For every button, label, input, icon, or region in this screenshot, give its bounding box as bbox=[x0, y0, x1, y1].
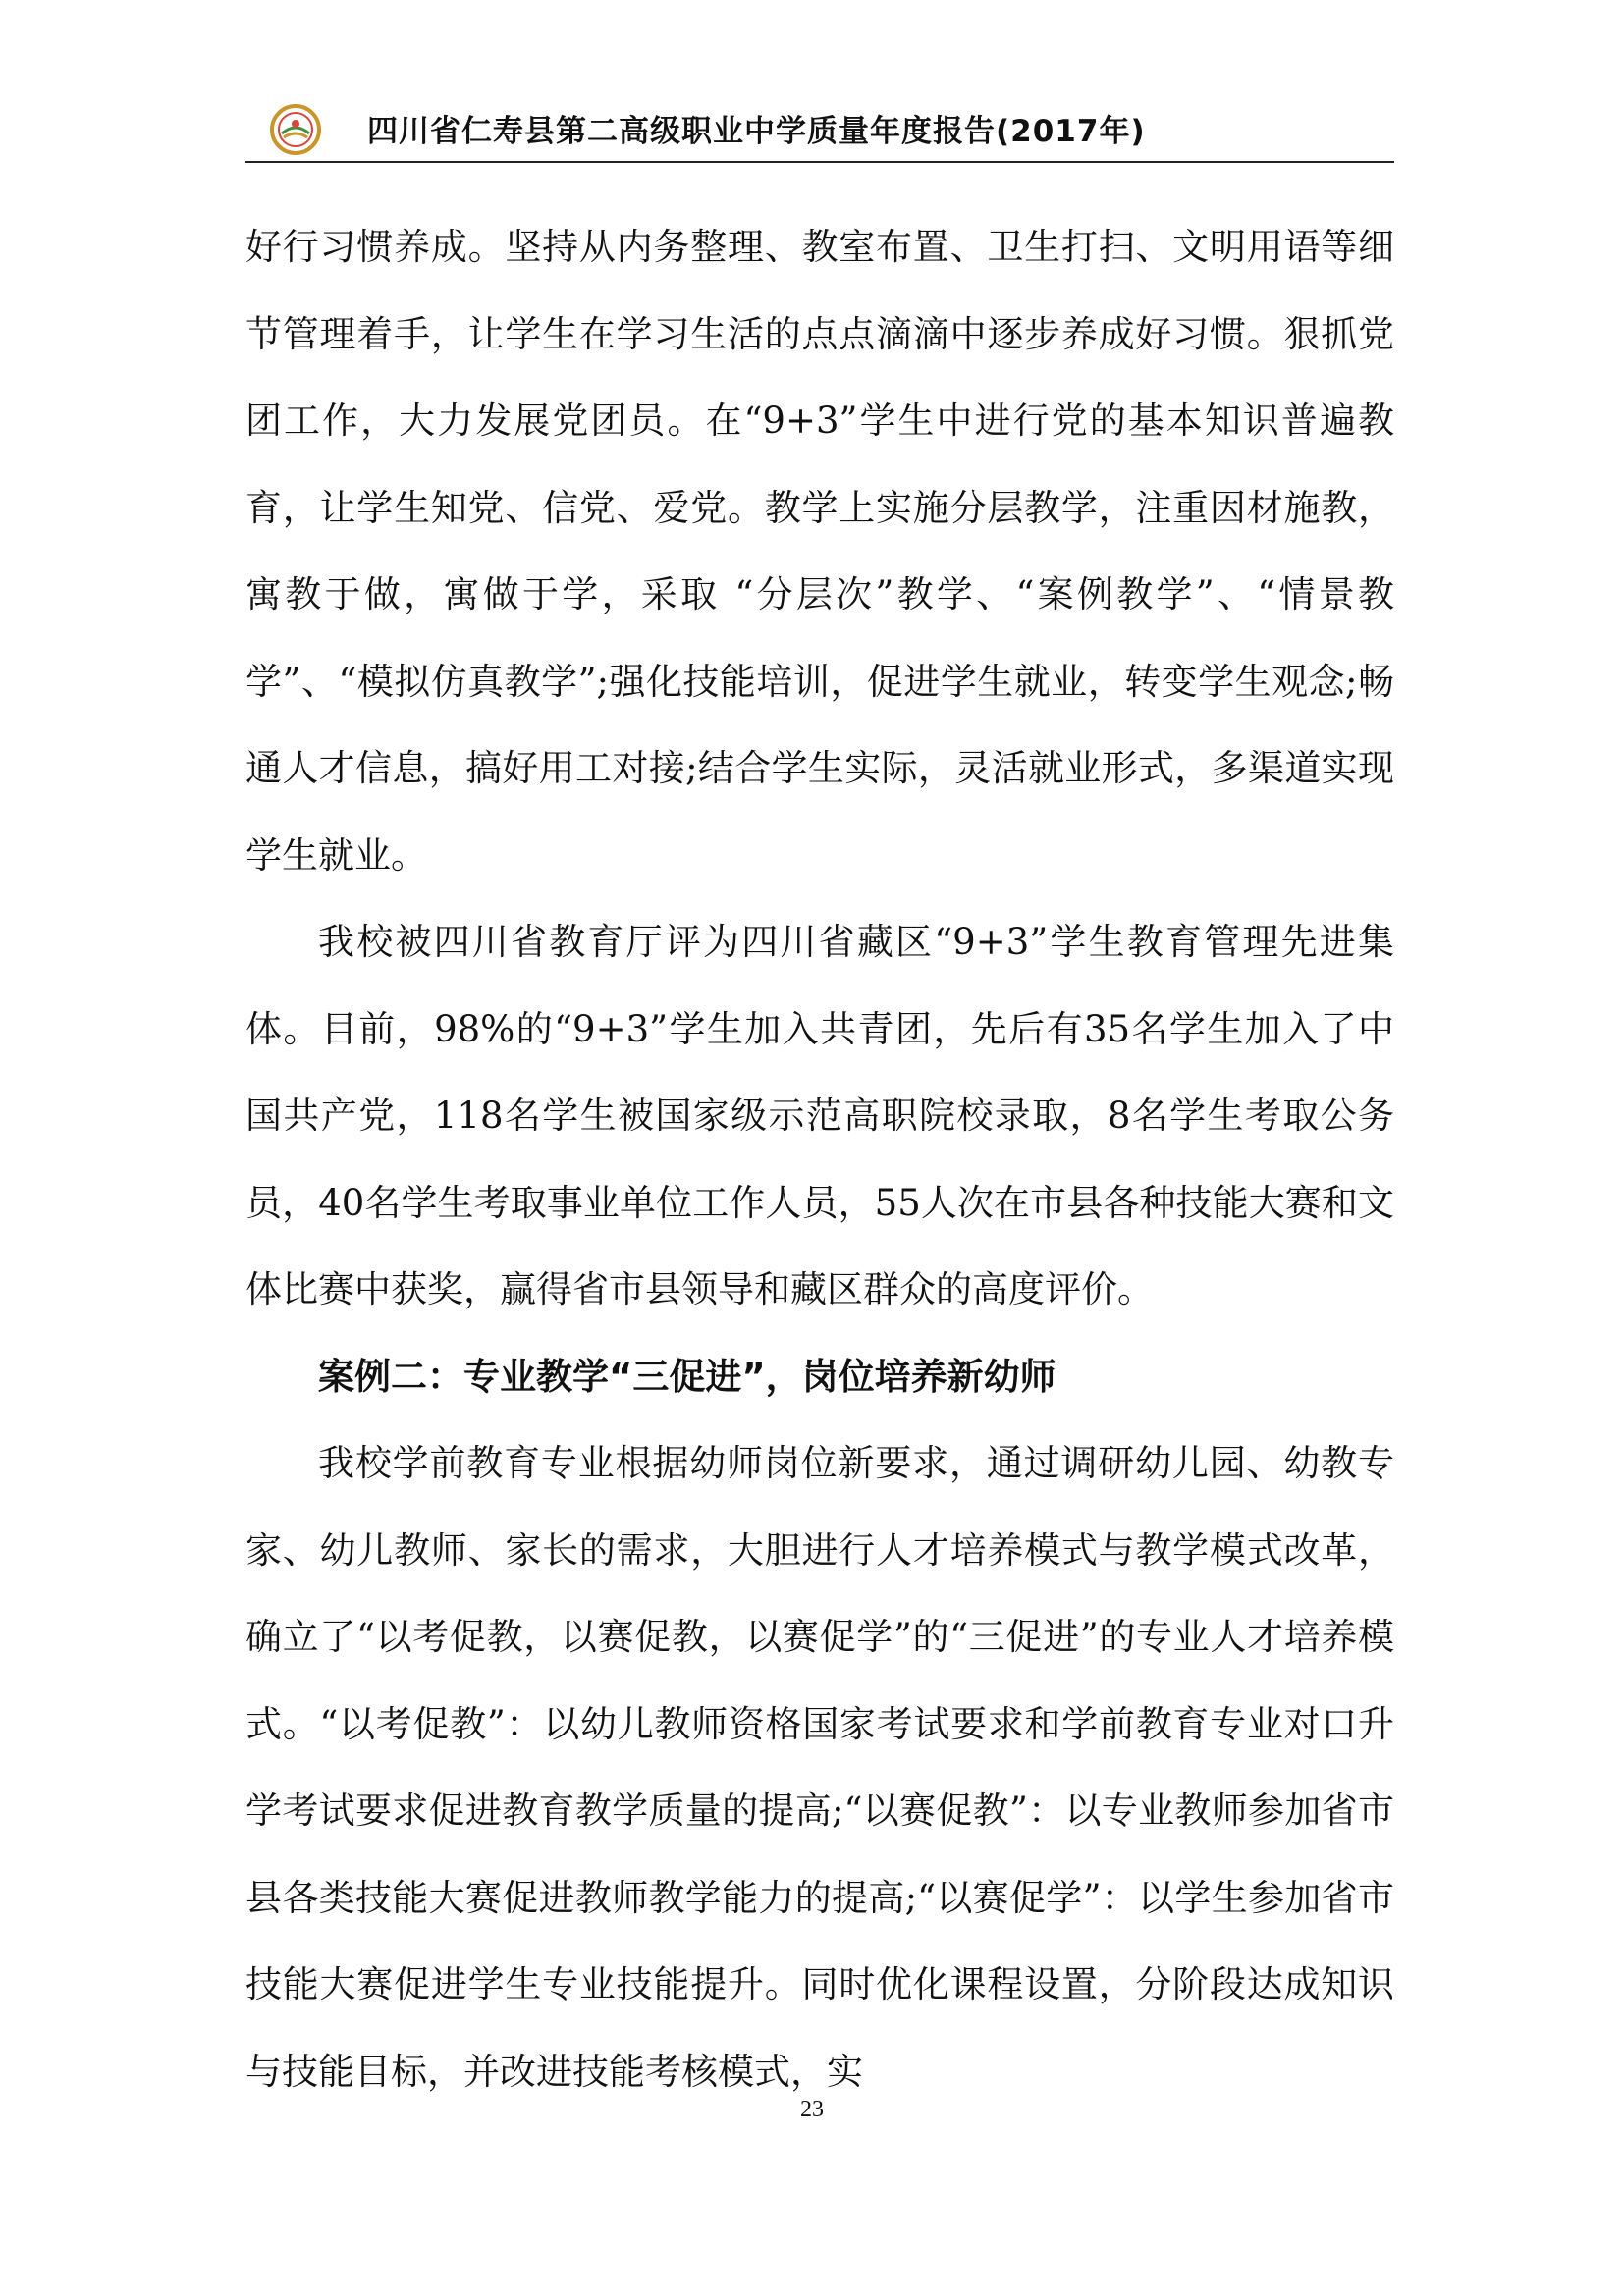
school-emblem-icon bbox=[270, 104, 321, 155]
paragraph-habits-employment: 好行习惯养成。坚持从内务整理、教室布置、卫生打扫、文明用语等细节管理着手，让学生在学习生活的点点滴滴中逐步养成好习惯。狠抓党团工作，大力发展党团员。在“9+3”学生中进行党的基本知识普遍教育，让学生知党、信党、爱党。教学上实施分层教学，注重因材施教，寓教于做，寓做于学，采取 “分层次”教学、“案例教学”、“情景教学”、“模拟仿真教学”;强化技能培训，促进学生就业，转变学生观念;畅通人才信息，搞好用工对接;结合学生实际，灵活就业形式，多渠道实现学生就业。 bbox=[245, 226, 1394, 877]
page-header bbox=[245, 98, 1394, 161]
paragraph-preschool-education: 我校学前教育专业根据幼师岗位新要求，通过调研幼儿园、幼教专家、幼儿教师、家长的需求，大胆进行人才培养模式与教学模式改革，确立了“以考促教，以赛促教，以赛促学”的“三促进”的专业人才培养模式。“以考促教”：以幼儿教师资格国家考试要求和学前教育专业对口升学考试要求促进教育教学质量的提高;“以赛促教”：以专业教师参加省市县各类技能大赛促进教师教学能力的提高;“以赛促学”：以学生参加省市技能大赛促进学生专业技能提升。同时优化课程设置，分阶段达成知识与技能目标，并改进技能考核模式，实 bbox=[245, 1442, 1394, 2093]
page-number: 23 bbox=[800, 2097, 824, 2122]
main-content bbox=[245, 204, 1394, 2115]
case-two-heading: 案例二：专业教学“三促进”，岗位培养新幼师 bbox=[318, 1355, 1056, 1398]
paragraph-achievements: 我校被四川省教育厅评为四川省藏区“9+3”学生教育管理先进集体。目前，98%的“9+3”学生加入共青团，先后有35名学生加入了中国共产党，118名学生被国家级示范高职院校录取，8名学生考取公务员，40名学生考取事业单位工作人员，55人次在市县各种技能大赛和文体比赛中获奖，赢得省市县领导和藏区群众的高度评价。 bbox=[245, 921, 1394, 1310]
header-divider bbox=[245, 161, 1394, 163]
report-title: 四川省仁寿县第二高级职业中学质量年度报告(2017年) bbox=[367, 114, 1146, 149]
